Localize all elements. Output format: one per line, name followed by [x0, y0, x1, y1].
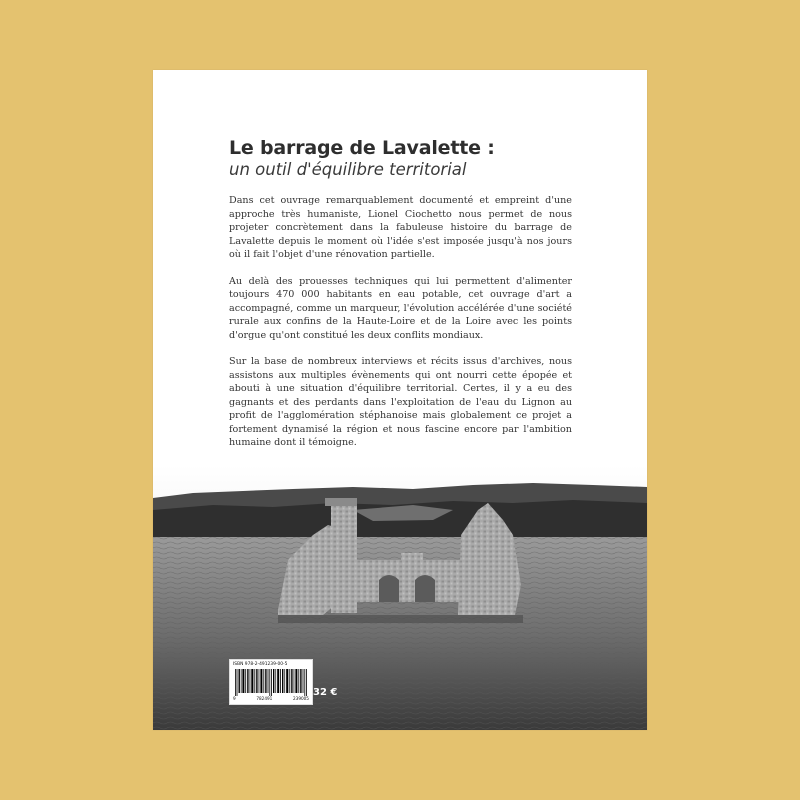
blurb-paragraph: Dans cet ouvrage remarquablement documenté et empreint d'une approche très humaniste, Lionel Ciochetto nous permet de nous projeter concrètement dans la fabuleuse histoire du barrage de Lavalette depuis le moment où l'idée s'est imposée jusqu'à nos jours où il fait l'objet d'une rénovation partielle. — [229, 195, 572, 260]
barcode-digits — [233, 696, 309, 701]
book-back-cover — [153, 70, 647, 730]
barcode — [229, 659, 313, 705]
barcode-digit-group: 9 — [233, 696, 236, 701]
isbn-label: ISBN 978-2-491239-00-5 — [233, 662, 288, 667]
book-subtitle: un outil d'équilibre territorial — [229, 160, 467, 179]
barcode-digit-group: 239005 — [292, 696, 309, 701]
title-block — [229, 136, 627, 180]
barcode-bars — [233, 669, 309, 696]
blurb — [229, 194, 572, 463]
ruin-in-lake-photo — [153, 465, 647, 730]
price-label: 32 € — [313, 687, 338, 698]
blurb-paragraph: Au delà des prouesses techniques qui lui permettent d'alimenter toujours 470 000 habitants en eau potable, cet ouvrage d'art a accompagné, comme un marqueur, l'évolution accélérée d'une société rurale aux confins de la Haute-Loire et de la Loire avec les points d'orgue qu'ont constitué les deux conflits mondiaux. — [229, 275, 572, 341]
book-title: Le barrage de Lavalette : — [229, 137, 495, 159]
blurb-paragraph: Sur la base de nombreux interviews et récits issus d'archives, nous assistons aux multiples évènements qui ont nourri cette épopée et abouti à une situation d'équilibre territorial. Certes, il y a eu des gagnants et des perdants dans l'exploitation de l'eau du Lignon au profit de l'agglomération stéphanoise mais globalement ce projet a fortement dynamisé la région et nous fascine encore par l'ambition humaine dont il témoigne. — [229, 356, 572, 448]
barcode-digit-group: 782491 — [256, 696, 273, 701]
